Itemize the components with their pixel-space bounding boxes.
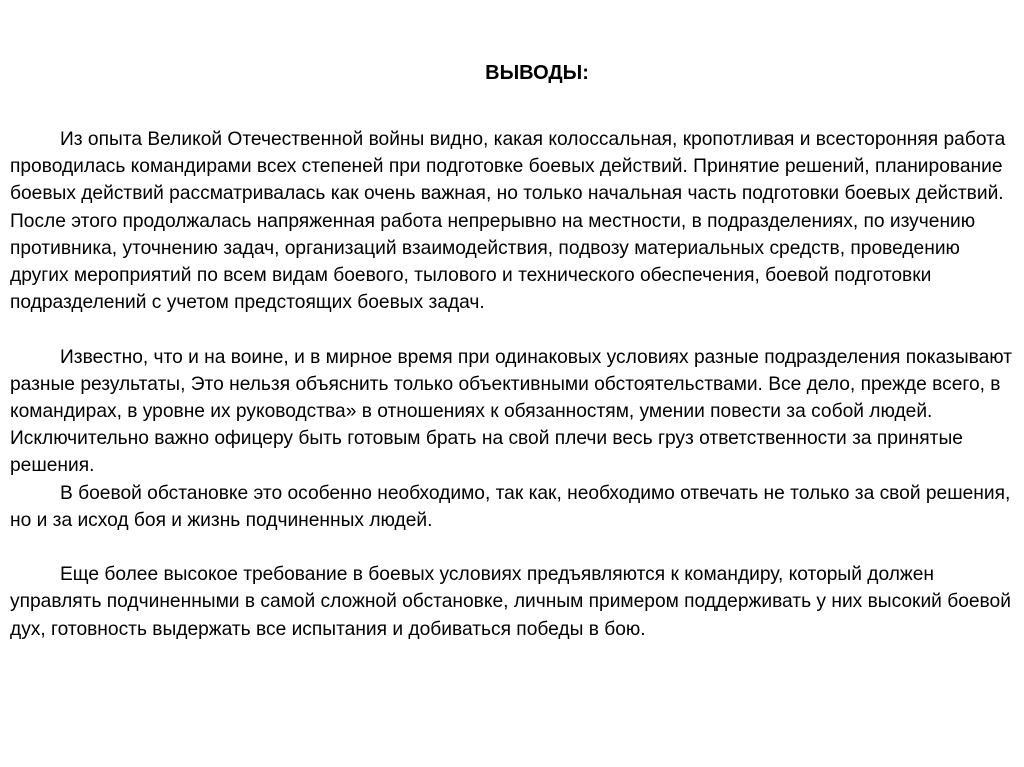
paragraph-gap [10, 534, 1014, 561]
paragraph-experience: Из опыта Великой Отечественной войны видно, какая колоссальная, кропотливая и всесторонняя работа проводилась командирами всех степеней при подготовке боевых действий. Принятие решений, планирование боевых действий рассматривалась как очень важная, но только начальная часть подготовки боевых действий. После этого продолжалась напряженная работа непрерывно на местности, в подразделениях, по изучению противника, уточнению задач, организаций взаимодействия, подвозу материальных средств, проведению других мероприятий по всем видам боевого, тылового и технического обеспечения, боевой подготовки подразделений с учетом предстоящих боевых задач. [10, 129, 1006, 314]
paragraph-requirements: Еще более высокое требование в боевых условиях предъявляются к командиру, который должен управлять подчиненными в самой сложной обстановке, личным примером поддерживать у них высокий боевой дух, готовность выдержать все испытания и добиваться победы в бою. [10, 564, 1011, 640]
paragraph-combat: В боевой обстановке это особенно необходимо, так как, необходимо отвечать не только за свой решения, но и за исход боя и жизнь подчиненных людей. [10, 482, 1011, 531]
body-text [10, 126, 1014, 643]
slide-title: ВЫВОДЫ: [485, 62, 589, 84]
paragraph-results: Известно, что и на воине, и в мирное время при одинаковых условиях разные подразделения показывают разные результаты, Это нельзя объяснить только объективными обстоятельствами. Все дело, прежде всего, в командирах, в уровне их руководства» в отношениях к обязанностям, умении повести за собой людей. Исключительно важно офицеру быть готовым брать на свой плечи весь груз ответственности за принятые решения. [10, 346, 1013, 477]
paragraph-gap [10, 316, 1014, 343]
